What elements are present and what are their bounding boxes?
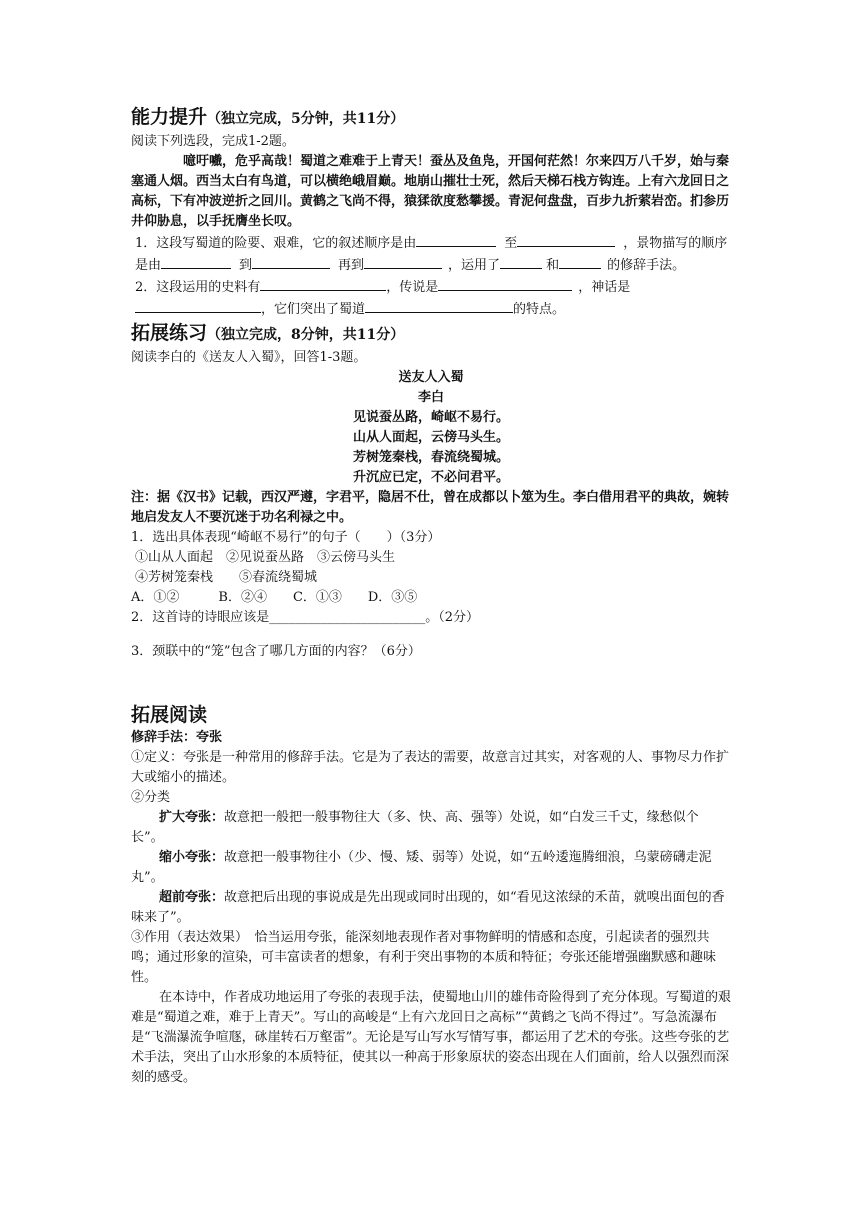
poem-title: 送友人入蜀 [398, 370, 464, 385]
item-text: 故意把一般事物往小（少、慢、矮、弱等）处说，如“五岭逶迤腾细浪，乌蒙磅礴走泥丸”。 [131, 850, 712, 885]
question-text: ，它们突出了蜀道 [261, 302, 366, 317]
answer-blank[interactable] [500, 254, 542, 269]
item-label: 扩大夸张： [159, 810, 225, 825]
question-text: 到 [239, 258, 253, 273]
question-1: 1．选出具体表现“崎岖不易行”的句子（ ）（3分） [131, 530, 441, 545]
question-2 [131, 276, 731, 320]
passage-text: 噫吁嚱，危乎高哉！蜀道之难难于上青天！蚕丛及鱼凫，开国何茫然！尔来四万八千岁，始与秦塞通人烟。西当太白有鸟道，可以横绝峨眉巅。地崩山摧壮士死，然后天梯石栈方钩连。上有六龙回日之高标，下有冲波逆折之回川。黄鹤之飞尚不得，猿猱欲度愁攀援。青泥何盘盘，百步九折萦岩峦。扪参历井仰胁息，以手抚膺坐长叹。 [131, 154, 730, 229]
analysis-paragraph: 在本诗中，作者成功地运用了夸张的表现手法，使蜀地山川的雄伟奇险得到了充分体现。写蜀道的艰难是“蜀道之难，难于上青天”。写山的高峻是“上有六龙回日之高标”“黄鹤之飞尚不得过”。写急流瀑布是“飞湍瀑流争喧豗，砯崖转石万壑雷”。无论是写山写水写情写事，都运用了艺术的夸张。这些夸张的艺术手法，突出了山水形象的本质特征，使其以一种高于形象原状的姿态出现在人们面前，给人以强烈而深刻的感受。 [131, 990, 732, 1085]
section-title: 能力提升 [131, 106, 208, 128]
answer-blank[interactable] [416, 232, 496, 247]
document-page [131, 104, 731, 1088]
answer-blank[interactable] [364, 254, 442, 269]
question-choices: A．①② B．②④ C．①③ D．③⑤ [131, 590, 418, 605]
question-1 [131, 232, 731, 276]
question-text: 和 [546, 258, 560, 273]
answer-blank[interactable] [365, 298, 513, 313]
poem-line: 升沉应已定，不必问君平。 [352, 470, 509, 485]
poem-line: 芳树笼秦栈，春流绕蜀城。 [352, 450, 509, 465]
question-text: 的特点。 [513, 302, 566, 317]
question-text: 的修辞手法。 [607, 258, 686, 273]
item-label: 超前夸张： [159, 890, 225, 905]
classification-item [131, 808, 731, 848]
answer-blank[interactable] [260, 276, 386, 291]
item-text: 故意把一般把一般事物往大（多、快、高、强等）处说，如“白发三千丈，缘愁似个长”。 [131, 810, 699, 845]
answer-blank[interactable] [161, 254, 231, 269]
answer-blank[interactable] [559, 254, 601, 269]
question-options: ①山从人面起 ②见说蚕丛路 ③云傍马头生 [135, 550, 396, 565]
poem-note: 注：据《汉书》记载，西汉严遵，字君平，隐居不仕，曾在成都以卜筮为生。李白借用君平的典故，婉转地启发友人不要沉迷于功名利禄之中。 [131, 490, 730, 525]
section-note: （独立完成，5分钟，共11分） [207, 111, 405, 127]
classification-item [131, 888, 731, 928]
section-heading-practice [131, 320, 731, 348]
answer-blank[interactable] [252, 254, 330, 269]
classification-item [131, 848, 731, 888]
poem-line: 山从人面起，云傍马头生。 [352, 430, 509, 445]
function-text: ③作用（表达效果） 恰当运用夸张，能深刻地表现作者对事物鲜明的情感和态度，引起读者的强烈共鸣；通过形象的渲染，可丰富读者的想象，有利于突出事物的本质和特征；夸张还能增强幽默感和趣味性。 [131, 930, 717, 985]
question-text: ，神话是 [578, 280, 631, 295]
section-heading-reading: 拓展阅读 [131, 704, 208, 726]
question-text: 2．这段运用的史料有 [135, 280, 261, 295]
question-options: ④芳树笼秦栈 ⑤春流绕蜀城 [135, 570, 318, 585]
question-text: ，传说是 [386, 280, 439, 295]
section-subtitle: 修辞手法：夸张 [131, 730, 223, 745]
question-2: 2．这首诗的诗眼应该是________________________。（2分） [131, 610, 480, 625]
question-text: ，景物描写的顺序是由 [135, 236, 728, 273]
section-title: 拓展练习 [131, 322, 208, 344]
answer-blank[interactable] [438, 276, 572, 291]
question-text: 至 [504, 236, 518, 251]
item-label: 缩小夸张： [159, 850, 225, 865]
question-text: ，运用了 [448, 258, 501, 273]
question-text: 再到 [338, 258, 365, 273]
section-intro: 阅读下列选段，完成1-2题。 [131, 134, 295, 149]
question-text: 1．这段写蜀道的险要、艰难，它的叙述顺序是由 [135, 236, 417, 251]
classification-label: ②分类 [131, 790, 171, 805]
definition-text: ①定义：夸张是一种常用的修辞手法。它是为了表达的需要，故意言过其实，对客观的人、事物尽力作扩大或缩小的描述。 [131, 750, 730, 785]
section-heading-ability [131, 104, 731, 132]
answer-blank[interactable] [135, 298, 261, 313]
answer-blank[interactable] [517, 232, 615, 247]
question-3: 3．颈联中的“笼”包含了哪几方面的内容？（6分） [131, 644, 421, 659]
poem-line: 见说蚕丛路，崎岖不易行。 [352, 410, 509, 425]
section-note: （独立完成，8分钟，共11分） [207, 327, 405, 343]
item-text: 故意把后出现的事说成是先出现或同时出现的，如“看见这浓绿的禾苗，就嗅出面包的香味来了”。 [131, 890, 725, 925]
poem-author: 李白 [417, 390, 444, 405]
section-intro: 阅读李白的《送友人入蜀》，回答1-3题。 [131, 350, 367, 365]
